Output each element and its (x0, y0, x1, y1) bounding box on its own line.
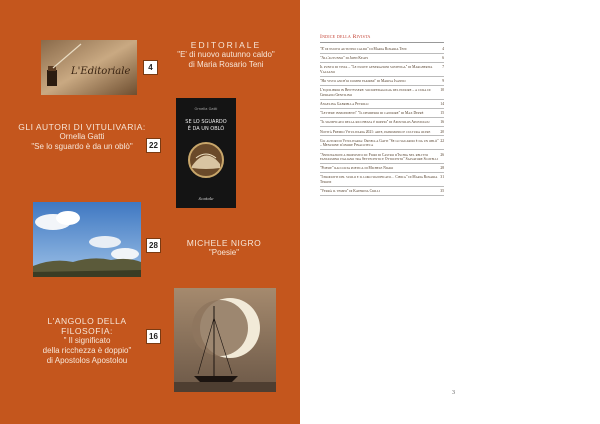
filosofia-caption[interactable] (22, 316, 152, 366)
toc-entry[interactable] (320, 111, 444, 118)
toc-entry-text: L'equilibrio in Ben-essere: sociopedagogia del pudore – a cura di Cipriano Gentilino (320, 88, 431, 97)
toc-entry-page: 28 (440, 166, 444, 171)
toc-entry-text: "Annotazioni a proposito di: Fiori di Castro d'Ischia nel relitto fantasmino italiano tra Settecento e Ottocento" Salvatore Scotelli (320, 152, 439, 162)
toc-entry-text: "E' di nuovo autunno caldo" di Maria Rosaria Teni (320, 47, 407, 51)
filosofia-subtitle-3: di Apostolos Apostolou (46, 356, 128, 365)
right-page (300, 0, 600, 424)
toc-entry-page: 4 (442, 47, 444, 51)
toc-heading: Indice della Rivista (320, 34, 444, 43)
filosofia-page-number[interactable]: 16 (146, 329, 161, 344)
page-number: 3 (452, 390, 455, 396)
toc-entry-text: "I prodotti del suolo e il loro significato… Cibica" di Maria Rosaria Teroni (320, 175, 438, 185)
editoriale-thumb-text: L'Editoriale (71, 66, 131, 77)
toc-entry-page: 14 (440, 102, 444, 107)
toc-entry-text: Il punto di vista – "Le nuove generazioni sostenga" di Margherita Valzano (320, 65, 433, 74)
toc-entry[interactable] (320, 102, 444, 109)
toc-entry-page: 10 (440, 88, 444, 93)
table-of-contents (320, 34, 444, 198)
editoriale-page-number[interactable]: 4 (143, 60, 158, 75)
toc-entry-page: 7 (442, 65, 444, 70)
toc-entry[interactable] (320, 88, 444, 99)
filosofia-title: L'ANGOLO DELLA FILOSOFIA: (47, 316, 127, 336)
book-title-line-1: SE LO SGUARDO (185, 119, 227, 125)
toc-entry-text: "Lettere inspondenti" "Il desiderio di candore" di Max Depré (320, 111, 424, 116)
toc-list (320, 47, 444, 196)
toc-entry-text: Gli autori di Vitulivaria: Ornella Gatti "Se lo sguardo è da un oblò" – Menzione d'onore Pinacoteca (320, 138, 439, 148)
toc-entry-page: 16 (440, 120, 444, 125)
autori-caption[interactable] (12, 122, 152, 152)
toc-entry-page: 20 (440, 129, 444, 134)
toc-entry[interactable] (320, 47, 444, 54)
toc-entry[interactable] (320, 120, 444, 127)
nigro-title: MICHELE NIGRO (186, 238, 262, 248)
nigro-caption[interactable] (166, 238, 282, 258)
toc-entry-text: Novità Premio Vitulivaria 2021: arte, patrimonio e cultura oltre (320, 129, 431, 134)
toc-entry-text: Angelina Gabriella Petrilli (320, 102, 369, 107)
toc-entry-page: 22 (440, 138, 444, 143)
toc-entry-text: "Ho visto anch'io uomini fakirmi" di Marisa Isanno (320, 79, 406, 84)
toc-entry-text: "Verrà il tempo" di Katerina Ciolli (320, 189, 380, 194)
toc-entry-page: 15 (440, 111, 444, 116)
book-title-line-2: È DA UN OBLÒ (187, 126, 225, 132)
toc-entry[interactable] (320, 175, 444, 186)
book-brand: Scatole (198, 196, 214, 201)
toc-entry-page: 9 (442, 79, 444, 84)
toc-entry-page: 6 (442, 56, 444, 61)
toc-entry[interactable] (320, 56, 444, 63)
editoriale-thumbnail (41, 40, 137, 95)
toc-entry-text: "All'autunno" di John Keats (320, 56, 369, 61)
toc-entry-text: "Poesie" raccolta poetica di Michele Nigro (320, 166, 394, 171)
filosofia-subtitle-1: " Il significato (63, 336, 111, 345)
autori-page-number[interactable]: 22 (146, 138, 161, 153)
toc-entry[interactable] (320, 139, 444, 150)
toc-entry-page: 26 (440, 152, 444, 157)
toc-entry[interactable] (320, 166, 444, 173)
autori-subtitle-1: Ornella Gatti (59, 132, 105, 141)
landscape-thumbnail (33, 202, 141, 277)
nigro-page-number[interactable]: 28 (146, 238, 161, 253)
autori-title: GLI AUTORI DI VITULIVARIA: (18, 122, 146, 132)
toc-entry[interactable] (320, 65, 444, 76)
toc-entry[interactable] (320, 189, 444, 196)
book-cover-thumbnail (176, 98, 236, 208)
filosofia-subtitle-2: della ricchezza è doppio" (42, 346, 132, 355)
editoriale-subtitle-2: di Maria Rosario Teni (188, 60, 264, 69)
moon-sailboat-thumbnail (174, 288, 276, 392)
toc-entry-page: 35 (440, 189, 444, 194)
editoriale-title: EDITORIALE (190, 40, 262, 50)
nigro-subtitle-1: "Poesie" (208, 248, 240, 257)
book-author: Ornella Gatti (194, 107, 218, 111)
toc-entry-text: "Il significato della ricchezza è doppio" di Apostolos Apostolou (320, 120, 430, 125)
toc-entry-page: 31 (440, 175, 444, 180)
toc-entry[interactable] (320, 130, 444, 137)
autori-subtitle-2: "Se lo sguardo è da un oblò" (31, 142, 133, 151)
editoriale-subtitle-1: "E' di nuovo autunno caldo" (177, 50, 275, 59)
editoriale-caption[interactable] (158, 40, 294, 70)
toc-entry[interactable] (320, 79, 444, 86)
toc-entry[interactable] (320, 153, 444, 164)
